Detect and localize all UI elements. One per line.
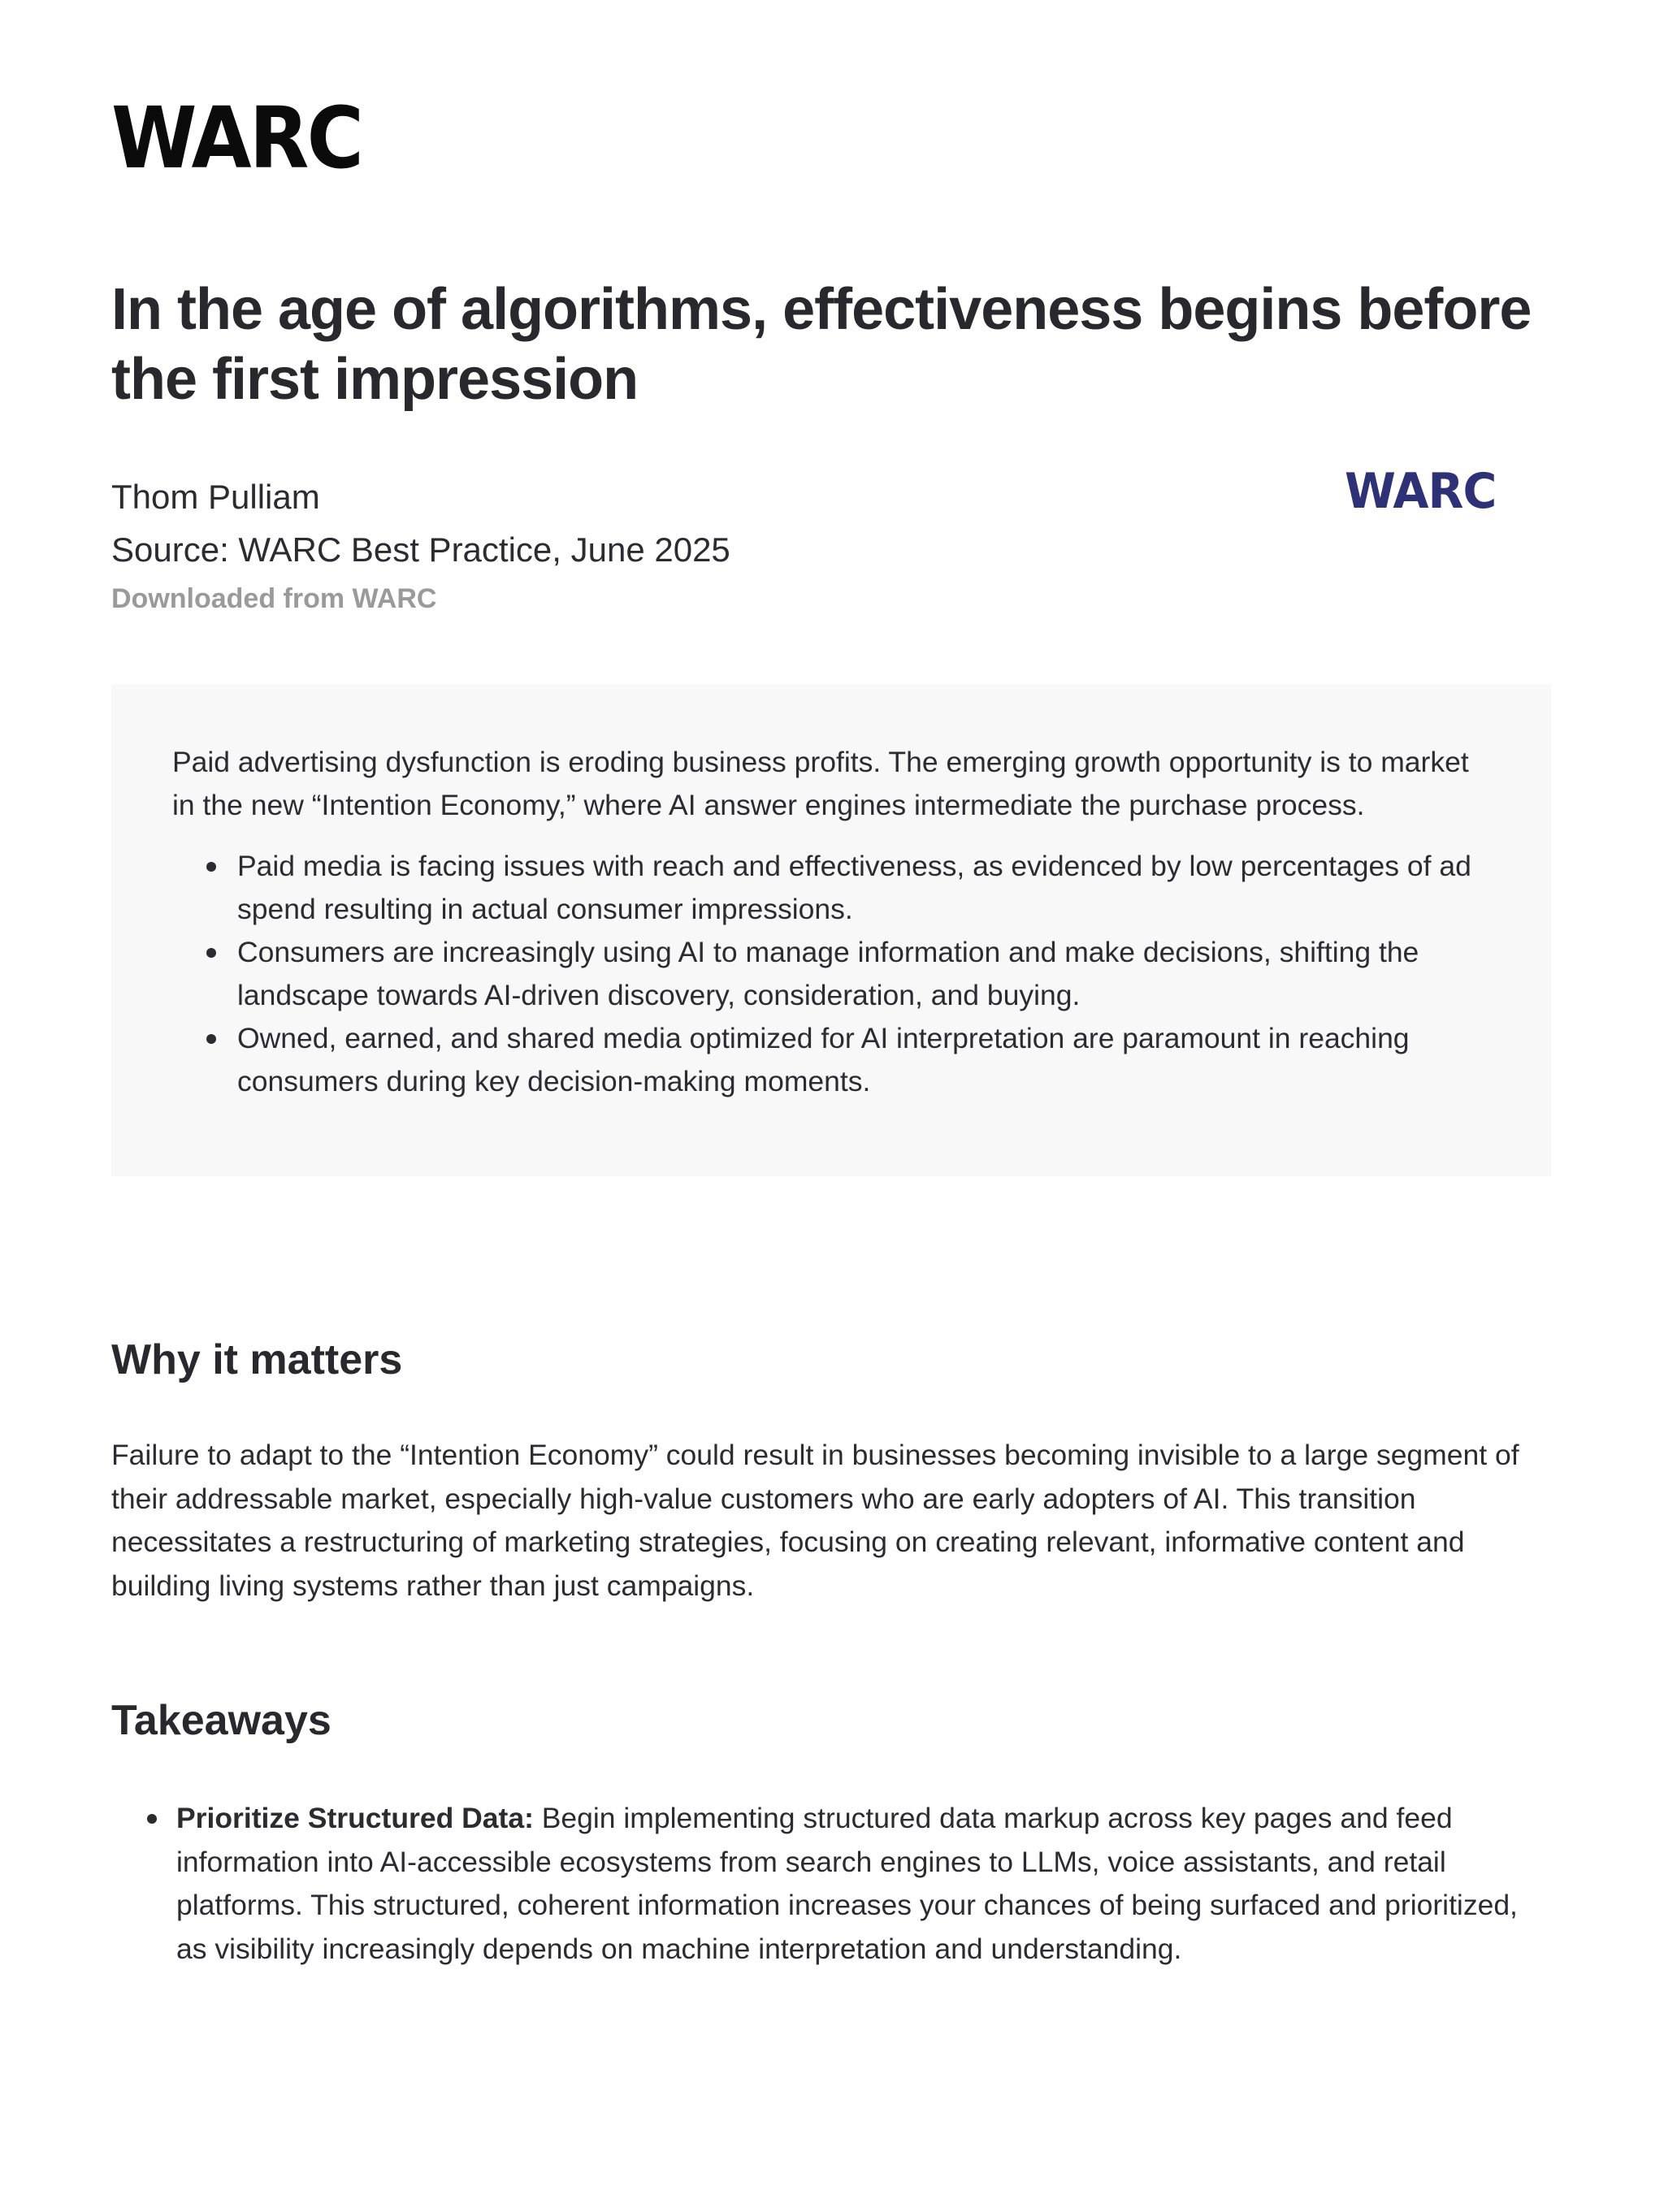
bullet-icon [206, 948, 216, 958]
takeaway-text: Begin implementing structured data markup across key pages and feed information into AI-accessible ecosystems from search engines to LLMs, voice assistants, and retail platforms. This structured, coherent information increases your chances of being surfaced and prioritized, as visibility increasingly depends on machine interpretation and understanding. [176, 1802, 1518, 1965]
article-meta [111, 471, 1249, 621]
warc-side-logo: WARC [1345, 463, 1497, 520]
summary-list [172, 845, 1486, 1103]
why-it-matters-body: Failure to adapt to the “Intention Economy” could result in businesses becoming invisible to a large segment of their addressable market, especially high-value customers who are early adopters of AI. This transition necessitates a restructuring of marketing strategies, focusing on creating relevant, informative content and building living systems rather than just campaigns. [111, 1439, 1519, 1602]
article-author: Thom Pulliam [111, 478, 320, 516]
warc-logo: WARC [111, 89, 362, 188]
takeaway-label: Prioritize Structured Data: [176, 1802, 534, 1834]
article-source: Source: WARC Best Practice, June 2025 [111, 530, 730, 569]
bullet-icon [206, 862, 216, 872]
summary-box [111, 684, 1551, 1176]
list-item [237, 1017, 1486, 1103]
summary-intro: Paid advertising dysfunction is eroding business profits. The emerging growth opportunity is to market in the new “Intention Economy,” where AI answer engines intermediate the purchase process. [172, 746, 1469, 821]
takeaways-list [176, 1797, 1541, 1971]
why-it-matters-heading: Why it matters [111, 1336, 403, 1383]
bullet-icon [147, 1814, 157, 1824]
summary-bullet-text: Owned, earned, and shared media optimized for AI interpretation are paramount in reaching consumers during key decision-making moments. [237, 1022, 1410, 1097]
list-item [176, 1797, 1541, 1971]
article-title: In the age of algorithms, effectiveness begins before the first impression [111, 277, 1532, 412]
summary-bullet-text: Paid media is facing issues with reach and effectiveness, as evidenced by low percentages of ad spend resulting in actual consumer impressions. [237, 850, 1471, 925]
list-item [237, 931, 1486, 1017]
summary-bullet-text: Consumers are increasingly using AI to manage information and make decisions, shifting the landscape towards AI-driven discovery, consideration, and buying. [237, 936, 1419, 1011]
bullet-icon [206, 1034, 216, 1044]
takeaways-heading: Takeaways [111, 1697, 332, 1744]
downloaded-note: Downloaded from WARC [111, 583, 437, 614]
list-item [237, 845, 1486, 931]
